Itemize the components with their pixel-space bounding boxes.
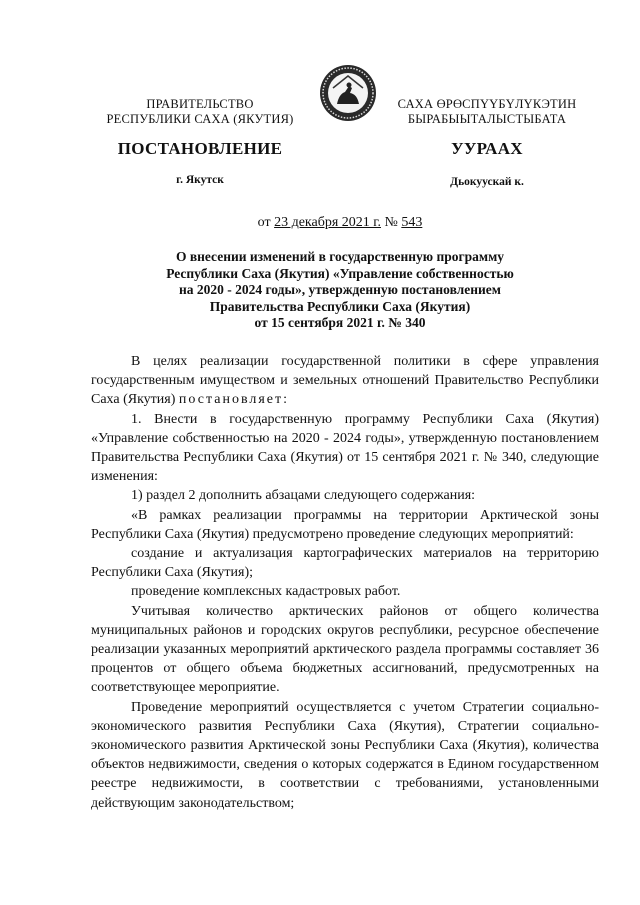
doc-type-ru: ПОСТАНОВЛЕНИЕ [117,139,283,158]
number-sign: № [384,215,398,230]
document-number: 543 [401,215,423,230]
city-ru: г. Якутск [176,174,224,186]
doc-type-sakha: УУРААХ [451,139,523,158]
title-line: О внесении изменений в государственную программу [175,249,505,264]
title-line: Республики Саха (Якутия) «Управление собственностью [166,265,514,281]
paragraph-item-1: 1. Внести в государственную программу Республики Саха (Якутия) «Управление собственностью на 2020 - 2024 годы», утвержденную постановлением Правительства Республики Саха (Якутия) от 15 сентября 2021 г. № 340, следующие изменения: [91,411,599,485]
paragraph-preamble [91,352,599,410]
yakutia-coat-of-arms-icon [319,64,377,122]
issuer-sakha [372,97,602,127]
date-prefix: от [257,215,271,230]
document-title [120,249,560,332]
title-line: на 2020 - 2024 годы», утвержденную постановлением [178,282,501,297]
paragraph-quote-start: «В рамках реализации программы на территории Арктической зоны Республики Саха (Якутия) предусмотрено проведение следующих мероприятий: [91,507,599,542]
preamble-text: В целях реализации государственной политики в сфере управления государственным имуществом и земельных отношений Правительство Республики Саха (Якутия) [91,354,599,408]
document-body [91,352,599,813]
issuer-ru [95,97,305,127]
issuer-sakha-line1: САХА ӨРӨСПҮҮБҮЛҮКЭТИН [397,97,577,111]
paragraph-list-item: создание и актуализация картографических материалов на территорию Республики Саха (Якутия); [91,546,599,581]
paragraph-funding: Учитывая количество арктических районов от общего количества муниципальных районов и городских округов республики, ресурсное обеспечение реализации указанных мероприятий арктического раздела программы составляет 36 процентов от общего объема бюджетных ассигнований, предусмотренных на соответствующее мероприятие. [91,603,599,696]
title-line: от 15 сентября 2021 г. № 340 [254,315,426,330]
document-date: 23 декабря 2021 г. [274,215,381,230]
paragraph-list-item: проведение комплексных кадастровых работ. [131,584,401,600]
issuer-ru-line1: ПРАВИТЕЛЬСТВО [146,97,254,111]
title-line: Правительства Республики Саха (Якутия) [209,298,471,314]
paragraph-strategy: Проведение мероприятий осуществляется с учетом Стратегии социально-экономического развития Республики Саха (Якутия), Стратегии социально-экономического развития Арктической зоны Республики Саха (Якутия), количества объектов недвижимости, сведения о которых содержатся в Едином государственном реестре недвижимости, в соответствии с требованиями, установленными действующим законодательством; [91,699,599,811]
issuer-ru-line2: РЕСПУБЛИКИ САХА (ЯКУТИЯ) [106,112,294,126]
city-sakha: Дьокуускай к. [450,176,524,188]
document-date-number [0,215,640,231]
resolves-word: постановляет: [178,392,290,408]
issuer-sakha-line2: БЫРАБЫЫТАЛЫСТЫБАТА [407,112,567,126]
paragraph-subitem-1: 1) раздел 2 дополнить абзацами следующего содержания: [131,488,476,504]
